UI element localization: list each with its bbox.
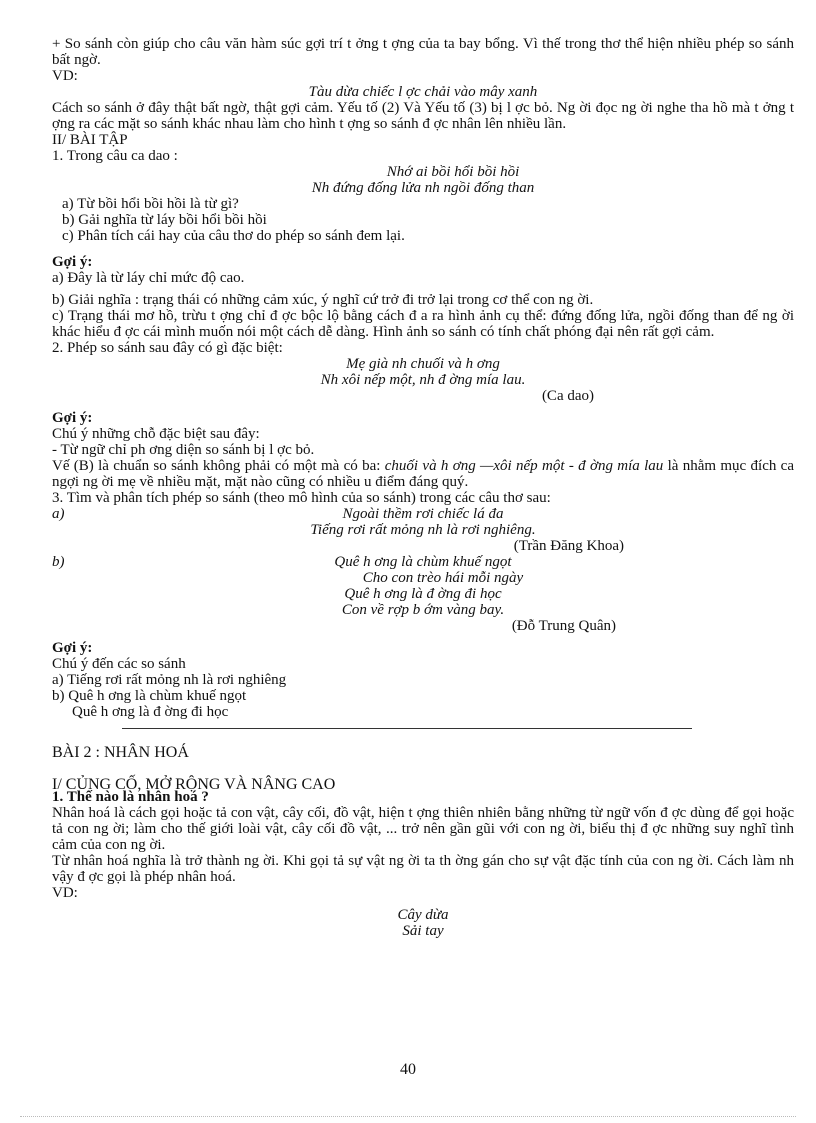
- q1-verse-line-1: Nhớ ai bồi hổi bồi hồi: [386, 164, 520, 180]
- q1-item-c: c) Phân tích cái hay của câu thơ do phép so sánh đem lại.: [62, 228, 405, 244]
- hint-2-paragraph: [52, 458, 794, 490]
- example-verse: Tàu dừa chiếc l ợc chải vào mây xanh: [308, 84, 538, 100]
- lesson-2-section-heading: I/ CỦNG CỐ, MỞ RỘNG VÀ NÂNG CAO: [52, 776, 336, 793]
- q1-item-b: b) Gải nghĩa từ láy bồi hổi bồi hồi: [62, 212, 267, 228]
- hint-2-text-italic: chuối và h ơng —xôi nếp một - đ ờng mía lau: [384, 458, 664, 474]
- example-label: VD:: [52, 68, 78, 84]
- document-page: [52, 36, 794, 939]
- hint-label-3: Gợi ý:: [52, 640, 93, 656]
- section-heading-exercises: II/ BÀI TẬP: [52, 132, 128, 148]
- paragraph-comparison-effect: + So sánh còn giúp cho câu văn hàm súc gợi trí t ởng t ợng của ta bay bổng. Vì thế trong thơ thể hiện nhiều phép so sánh bất ngờ.: [52, 36, 794, 68]
- q3-b-row-1: [52, 554, 794, 570]
- q2-verse-line-1: Mẹ già nh chuối và h ơng: [346, 356, 500, 372]
- q3-b-label: b): [52, 554, 65, 570]
- lesson-2-example-label: VD:: [52, 885, 78, 901]
- q2-verse-line-2: Nh xôi nếp một, nh đ ờng mía lau.: [320, 372, 526, 388]
- hint-2-text-start: Vế (B) là chuẩn so sánh không phải có một mà có ba:: [52, 458, 385, 474]
- hint-3-line-1: Chú ý đến các so sánh: [52, 656, 186, 672]
- q3-b-verse-2: Cho con trèo hái mỗi ngày: [362, 570, 524, 586]
- q3-b-verse-4: Con về rợp b ớm vàng bay.: [341, 602, 505, 618]
- q3-a-verse-2: Tiếng rơi rất mỏng nh là rơi nghiêng.: [310, 522, 536, 538]
- hint-3-line-2: a) Tiếng rơi rất mỏng nh là rơi nghiêng: [52, 672, 287, 688]
- q3-a-citation: (Trần Đăng Khoa): [513, 538, 624, 554]
- lesson-2-verse-1: Cây dừa: [397, 907, 449, 923]
- lesson-2-paragraph-2: Từ nhân hoá nghĩa là trở thành ng ời. Khi gọi tả sự vật ng ời ta th ờng gán cho sự vật đặc tính của con ng ời. Cách làm nh vậy đ ợc gọi là phép nhân hoá.: [52, 853, 794, 885]
- hint-2-line-1: Chú ý những chỗ đặc biệt sau đây:: [52, 426, 260, 442]
- q3-a-label: a): [52, 506, 65, 522]
- q1-item-a: a) Từ bồi hổi bồi hồi là từ gì?: [62, 196, 239, 212]
- hint-2-line-2: - Từ ngữ chỉ ph ơng diện so sánh bị l ợc bỏ.: [52, 442, 315, 458]
- lesson-2-paragraph-1: Nhân hoá là cách gọi hoặc tả con vật, cây cối, đồ vật, hiện t ợng thiên nhiên bằng những từ ngữ vốn đ ợc dùng để gọi hoặc tả con ng ời; làm cho thế giới loài vật, cây cối đồ vật, ... trở nên gần gũi với con ng ời, biểu thị đ ợc những suy nghĩ tình cảm của con ng ời.: [52, 805, 794, 853]
- q2-citation: (Ca dao): [541, 388, 594, 404]
- hint-1-b: b) Giải nghĩa : trạng thái có những cảm xúc, ý nghĩ cứ trở đi trở lại trong cơ thể con ng ời.: [52, 292, 594, 308]
- hint-label-1: Gợi ý:: [52, 254, 93, 270]
- lesson-2-verse-2: Sải tay: [402, 923, 444, 939]
- page-number: 40: [400, 1061, 416, 1078]
- paragraph-explanation: Cách so sánh ở đây thật bất ngờ, thật gợi cảm. Yếu tố (2) Và Yếu tố (3) bị l ợc bỏ. Ng ời đọc ng ời nghe tha hồ mà t ởng t ợng ra các mặt so sánh khác nhau làm cho hình t ợng so sánh đ ợc nhân lên nhiều lần.: [52, 100, 794, 132]
- question-3: 3. Tìm và phân tích phép so sánh (theo mô hình của so sánh) trong các câu thơ sau:: [52, 490, 551, 506]
- q1-verse-line-2: Nh đứng đống lửa nh ngồi đống than: [311, 180, 535, 196]
- hint-2-text-end: là nhằm mục đích ca ngợi ng ời mẹ về nhiều mặt, mặt nào cũng có nhiều u điểm đáng quý.: [52, 458, 795, 490]
- question-2: 2. Phép so sánh sau đây có gì đặc biệt:: [52, 340, 283, 356]
- q3-a-row-1: [52, 506, 794, 522]
- q3-a-verse-1: Ngoài thềm rơi chiếc lá đa: [342, 506, 504, 522]
- question-1: 1. Trong câu ca dao :: [52, 148, 178, 164]
- lesson-2-title: BÀI 2 : NHÂN HOÁ: [52, 744, 189, 761]
- hint-3-line-3: b) Quê h ơng là chùm khuế ngọt: [52, 688, 247, 704]
- hint-label-2: Gợi ý:: [52, 410, 93, 426]
- hint-1-c: c) Trạng thái mơ hồ, trừu t ợng chỉ đ ợc bộc lộ bằng cách đ a ra hình ảnh cụ thể: đứng đống lửa, ngồi đống than để ng ời khác hiểu đ ợc cái mình muốn nói một cách dễ dàng. Hình ảnh so sánh có tính chất phóng đại nên rất gợi cảm.: [52, 308, 794, 340]
- hint-3-line-4: Quê h ơng là đ ờng đi học: [72, 704, 229, 720]
- lesson-2-subheading: 1. Thế nào là nhân hoá ?: [52, 789, 209, 805]
- q3-b-verse-1: Quê h ơng là chùm khuế ngọt: [334, 554, 512, 570]
- q3-b-verse-3: Quê h ơng là đ ờng đi học: [344, 586, 502, 602]
- page-bottom-border: [20, 1116, 796, 1117]
- q3-b-citation: (Đỗ Trung Quân): [511, 618, 616, 634]
- hint-1-a: a) Đây là từ láy chỉ mức độ cao.: [52, 270, 245, 286]
